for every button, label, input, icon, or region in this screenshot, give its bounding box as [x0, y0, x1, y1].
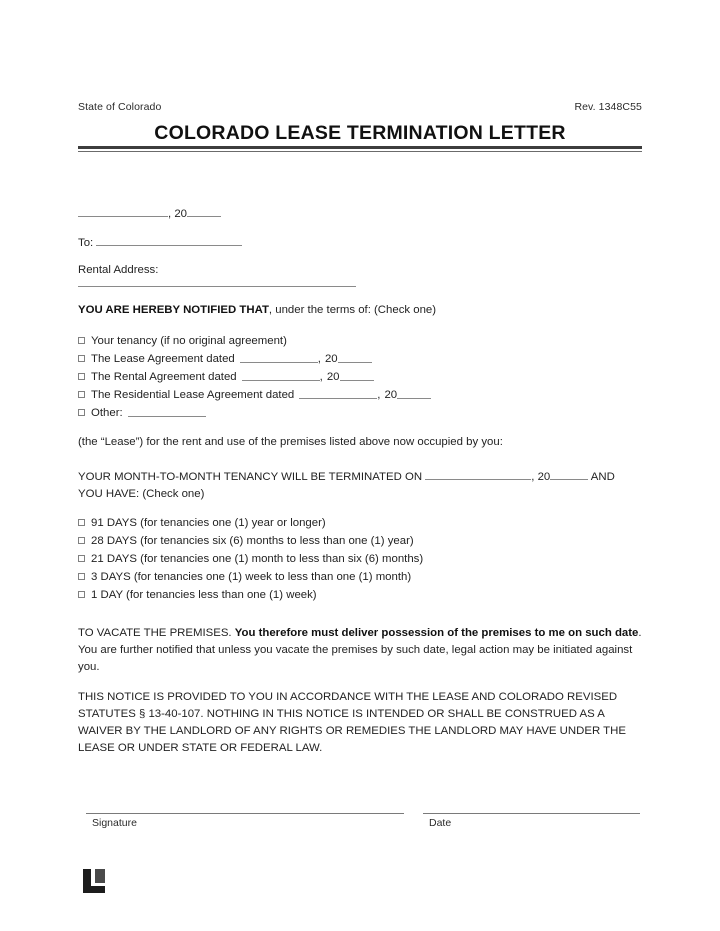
page-title: COLORADO LEASE TERMINATION LETTER — [154, 122, 566, 144]
terms-option-list — [78, 332, 642, 422]
document-header — [78, 101, 642, 113]
terms-date-blank[interactable] — [240, 351, 318, 363]
termination-line2: YOU HAVE: (Check one) — [78, 488, 205, 500]
rental-address-label: Rental Address: — [78, 264, 159, 276]
terms-date-comma: , — [319, 371, 323, 383]
logo-foot — [83, 886, 105, 893]
termination-line1-after: AND — [590, 471, 615, 483]
to-label: To: — [78, 237, 94, 249]
vacate-part1: TO VACATE THE PREMISES. — [78, 627, 235, 639]
terms-date-blank[interactable] — [242, 369, 320, 381]
terms-option-row[interactable] — [78, 350, 642, 368]
date-label: Date — [429, 817, 452, 829]
days-option-row[interactable] — [78, 532, 642, 550]
terms-option-row[interactable] — [78, 386, 642, 404]
vacate-bold: You therefore must deliver possession of the premises to me on such date — [234, 627, 639, 639]
notified-lead-bold: YOU ARE HEREBY NOTIFIED THAT — [78, 304, 269, 316]
to-line — [78, 234, 642, 252]
days-option-label: 21 DAYS (for tenancies one (1) month to less than six (6) months) — [91, 553, 424, 565]
termination-year-prefix: 20 — [537, 471, 551, 483]
brand-logo-icon — [83, 869, 105, 893]
checkbox-icon[interactable] — [78, 537, 85, 544]
checkbox-icon[interactable] — [78, 573, 85, 580]
terms-year-prefix: 20 — [326, 371, 340, 383]
terms-option-label: Your tenancy (if no original agreement) — [91, 335, 287, 347]
checkbox-icon[interactable] — [78, 337, 85, 344]
checkbox-icon[interactable] — [78, 409, 85, 416]
date-month-day-blank[interactable] — [78, 205, 168, 217]
days-option-row[interactable] — [78, 586, 642, 604]
terms-option-row[interactable] — [78, 332, 642, 350]
days-option-label: 1 DAY (for tenancies less than one (1) week) — [91, 589, 317, 601]
days-option-list — [78, 514, 642, 604]
logo-tab — [95, 869, 105, 883]
vacate-paragraph — [78, 625, 648, 676]
termination-line1-before: YOUR MONTH-TO-MONTH TENANCY WILL BE TERMINATED ON — [78, 471, 423, 483]
checkbox-icon[interactable] — [78, 373, 85, 380]
title-divider — [78, 146, 642, 152]
checkbox-icon[interactable] — [78, 519, 85, 526]
to-name-blank[interactable] — [96, 234, 242, 246]
terms-option-row[interactable] — [78, 404, 642, 422]
rental-address-line — [78, 262, 642, 279]
terms-option-label: The Residential Lease Agreement dated — [91, 389, 295, 401]
days-option-row[interactable] — [78, 514, 642, 532]
terms-year-prefix: 20 — [384, 389, 398, 401]
rental-address-blank[interactable] — [78, 286, 356, 287]
statute-paragraph: THIS NOTICE IS PROVIDED TO YOU IN ACCORDANCE WITH THE LEASE AND COLORADO REVISED STATUTES § 13-40-107. NOTHING IN THIS NOTICE IS INTENDED OR SHALL BE CONSTRUED AS A WAIVER BY THE LANDLORD OF ANY RIGHTS OR REMEDIES THE LANDLORD MAY HAVE UNDER THE LEASE OR UNDER STATE OR FEDERAL LAW. — [78, 691, 626, 754]
terms-option-label: The Rental Agreement dated — [91, 371, 237, 383]
terms-option-label: Other: — [91, 407, 123, 419]
terms-year-blank[interactable] — [338, 351, 372, 363]
termination-year-blank[interactable] — [550, 468, 588, 480]
terms-year-blank[interactable] — [340, 369, 374, 381]
notified-lead-rest: , under the terms of: (Check one) — [268, 304, 437, 316]
checkbox-icon[interactable] — [78, 591, 85, 598]
terms-date-comma: , — [377, 389, 381, 401]
terms-other-blank[interactable] — [128, 405, 206, 417]
vacate-part2: . You are further notified that unless you vacate the premises by such date, legal action may be initiated against you. — [78, 627, 642, 673]
days-option-row[interactable] — [78, 550, 642, 568]
terms-year-prefix: 20 — [324, 353, 338, 365]
days-option-label: 91 DAYS (for tenancies one (1) year or longer) — [91, 517, 326, 529]
date-line-rule[interactable] — [423, 813, 640, 814]
revision-label: Rev. 1348C55 — [574, 101, 642, 113]
termination-date-blank[interactable] — [425, 468, 531, 480]
termination-comma: , — [531, 471, 535, 483]
date-comma: , — [168, 208, 172, 220]
days-option-row[interactable] — [78, 568, 642, 586]
checkbox-icon[interactable] — [78, 355, 85, 362]
signature-line[interactable] — [86, 813, 404, 814]
checkbox-icon[interactable] — [78, 555, 85, 562]
termination-statement — [78, 468, 648, 503]
terms-date-blank[interactable] — [299, 387, 377, 399]
signature-label: Signature — [92, 817, 137, 829]
terms-option-label: The Lease Agreement dated — [91, 353, 235, 365]
notified-lead — [78, 302, 642, 319]
days-option-label: 3 DAYS (for tenancies one (1) week to less than one (1) month) — [91, 571, 412, 583]
divider-thin-rule — [78, 151, 642, 152]
date-year-blank[interactable] — [187, 205, 221, 217]
days-option-label: 28 DAYS (for tenancies six (6) months to less than one (1) year) — [91, 535, 414, 547]
checkbox-icon[interactable] — [78, 391, 85, 398]
lease-clause: (the “Lease”) for the rent and use of the premises listed above now occupied by you: — [78, 436, 503, 448]
terms-option-row[interactable] — [78, 368, 642, 386]
state-label: State of Colorado — [78, 101, 162, 113]
date-line — [78, 205, 642, 223]
terms-year-blank[interactable] — [397, 387, 431, 399]
terms-date-comma: , — [317, 353, 321, 365]
date-year-prefix: 20 — [174, 208, 188, 220]
